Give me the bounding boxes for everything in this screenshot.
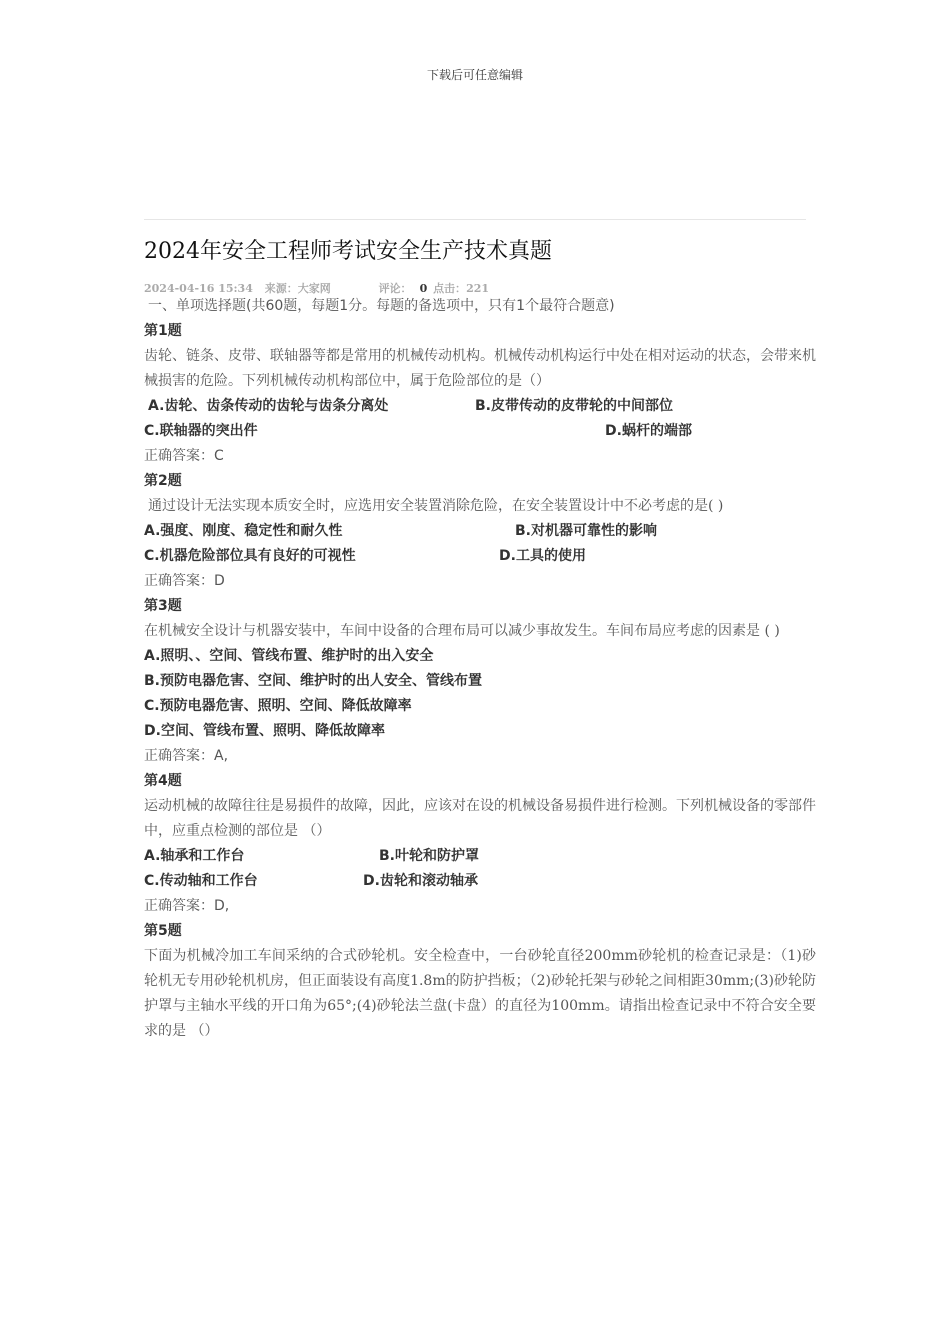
question-title: 第4题 [144, 773, 182, 789]
correct-answer: 正确答案：D [144, 573, 225, 589]
option-b: B.叶轮和防护罩 [379, 848, 479, 864]
option-d: D.蜗杆的端部 [605, 423, 692, 439]
correct-answer: 正确答案：C [144, 448, 224, 464]
option-c: C.传动轴和工作台 [144, 873, 258, 889]
divider [144, 219, 806, 220]
option-c: C.联轴器的突出件 [144, 423, 258, 439]
option-row [144, 844, 816, 869]
source-link[interactable]: 来源：大家网 [264, 282, 331, 295]
option-a: A.轴承和工作台 [144, 848, 245, 864]
question-title: 第1题 [144, 323, 182, 339]
page-title: 2024年安全工程师考试安全生产技术真题 [144, 239, 552, 264]
section-intro: 一、单项选择题(共60题，每题1分。每题的备选项中，只有1个最符合题意) [148, 298, 615, 314]
option-row [144, 419, 816, 444]
clicks-label: 点击： [433, 282, 467, 295]
option-row [144, 394, 816, 419]
correct-answer: 正确答案：A, [144, 748, 229, 764]
option-a: A.照明、、空间、管线布置、维护时的出入安全 [144, 648, 434, 664]
article [144, 234, 816, 1044]
question-text: 在机械安全设计与机器安装中，车间中设备的合理布局可以减少事故发生。车间布局应考虑的因素是 ( ) [144, 623, 780, 639]
clicks-count: 221 [466, 282, 490, 295]
option-b: B.皮带传动的皮带轮的中间部位 [475, 398, 673, 414]
comments-label: 评论： [378, 282, 412, 295]
option-c: C.机器危险部位具有良好的可视性 [144, 548, 356, 564]
correct-answer: 正确答案：D, [144, 898, 230, 914]
question-text: 下面为机械冷加工车间采纳的合式砂轮机。安全检查中，一台砂轮直径200mm砂轮机的检查记录是：（1)砂轮机无专用砂轮机机房，但正面装设有高度1.8m的防护挡板；（2)砂轮托架与砂轮之间相距30mm;(3)砂轮防护罩与主轴水平线的开口角为65°;(4)砂轮法兰盘(卡盘）的直径为100mm。请指出检查记录中不符合安全要求的是 （） [144, 948, 816, 1039]
publish-datetime: 2024-04-16 15:34 [144, 282, 253, 295]
option-d: D.工具的使用 [499, 548, 586, 564]
question-text: 通过设计无法实现本质安全时，应选用安全装置消除危险，在安全装置设计中不必考虑的是( ) [148, 498, 724, 514]
article-meta [144, 272, 816, 294]
question-text: 齿轮、链条、皮带、联轴器等都是常用的机械传动机构。机械传动机构运行中处在相对运动的状态，会带来机械损害的危险。下列机械传动机构部位中，属于危险部位的是（） [144, 348, 816, 389]
option-c: C.预防电器危害、照明、空间、降低故障率 [144, 698, 412, 714]
option-row [144, 519, 816, 544]
option-b: B.对机器可靠性的影响 [515, 523, 657, 539]
comments-count: 0 [419, 282, 428, 295]
question-title: 第2题 [144, 473, 182, 489]
header-note: 下载后可任意编辑 [426, 68, 523, 82]
option-a: A.齿轮、齿条传动的齿轮与齿条分离处 [148, 398, 389, 414]
option-row [144, 544, 816, 569]
question-title: 第3题 [144, 598, 182, 614]
option-d: D.齿轮和滚动轴承 [363, 873, 478, 889]
question-title: 第5题 [144, 923, 182, 939]
option-b: B.预防电器危害、空间、维护时的出人安全、管线布置 [144, 673, 482, 689]
option-a: A.强度、刚度、稳定性和耐久性 [144, 523, 343, 539]
option-d: D.空间、管线布置、照明、降低故障率 [144, 723, 385, 739]
option-row [144, 869, 816, 894]
question-text: 运动机械的故障往往是易损件的故障，因此，应该对在设的机械设备易损件进行检测。下列机械设备的零部件中，应重点检测的部位是 （） [144, 798, 816, 839]
